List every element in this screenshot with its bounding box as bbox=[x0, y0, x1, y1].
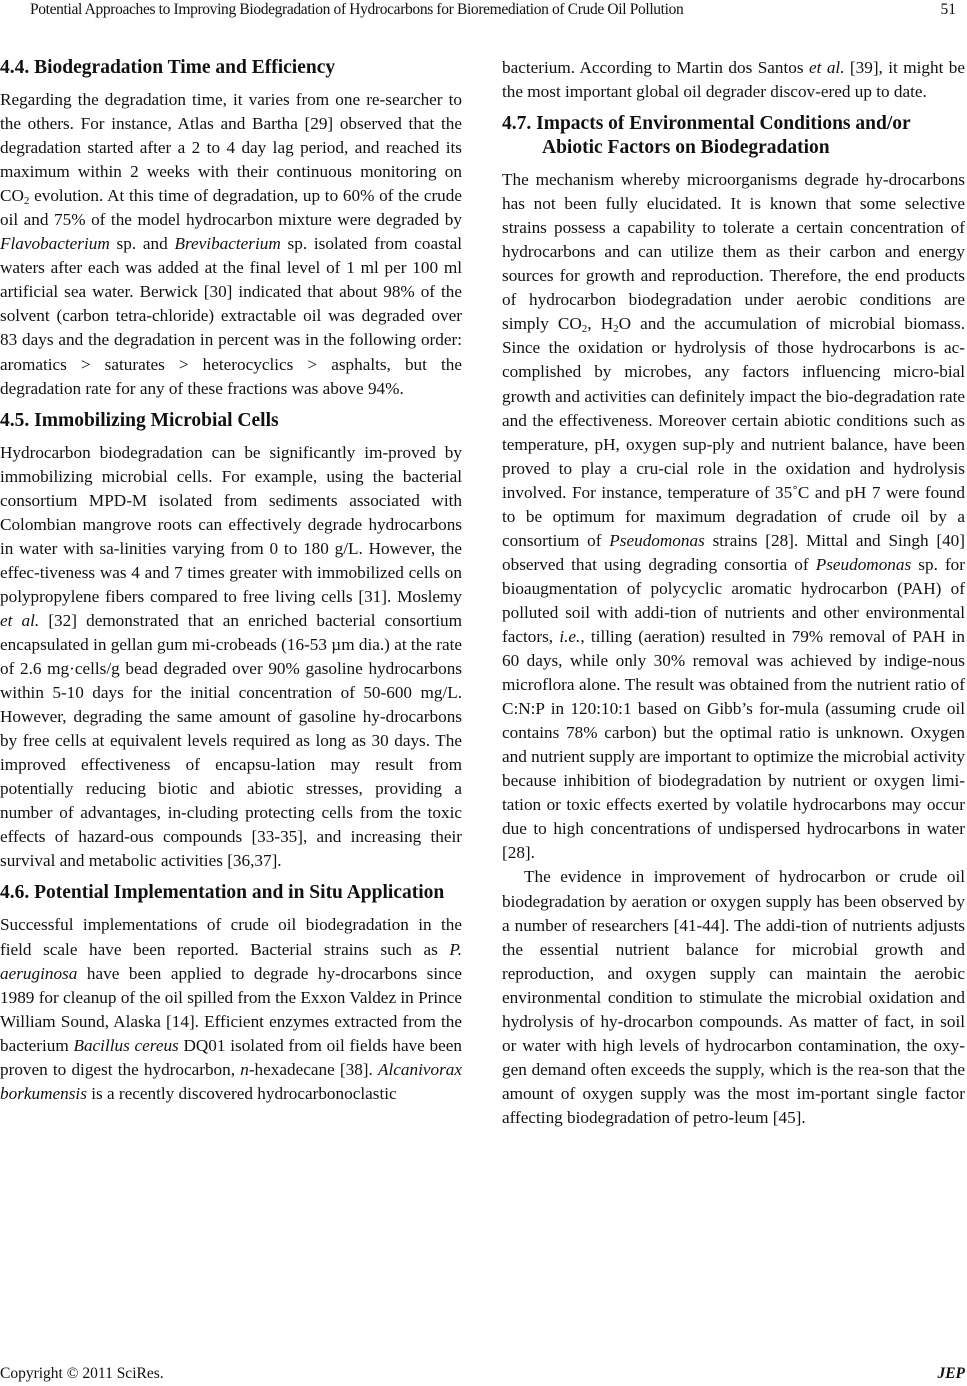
paragraph-biodegradation-time: Regarding the degradation time, it varies from one re-searcher to the others. For instance, Atlas and Bartha [29] observed that the degradation started after a 2 to 4 day lag period, and reached its maximum within 2 weeks with their continuous monitoring on $CO_2$ evolution. At this time of degradation, up to 60% of the crude oil and 75% of the model hydrocarbon mixture were degraded by Flavobacterium sp. and Brevibacterium sp. isolated from coastal waters after each was added at the final level of 1 ml per 100 ml artificial sea water. Berwick [30] indicated that about 98% of the solvent (carbon tetra-chloride) extractable oil was degraded over 83 days and the degradation in percent was in the following order: aromatics > saturates > heterocyclics > asphalts, but the degradation rate for any of these fractions was above 94%. bbox=[0, 90, 462, 398]
section-heading-4-6: 4.6. Potential Implementation and in Situ Application bbox=[0, 882, 445, 904]
right-column bbox=[502, 56, 965, 1130]
paragraph-immobilizing-cells: Hydrocarbon biodegradation can be significantly im-proved by immobilizing microbial cells. For example, using the bacterial consortium MPD-M isolated from sediments associated with Colombian mangrove roots can effectively degrade hydrocarbons in water with sa-linities varying from 0 to 180 g/L. However, the effec-tiveness was 4 and 7 times greater with immobilized cells on polypropylene fibers compared to free living cells [31]. Moslemy et al. [32] demonstrated that an enriched bacterial consortium encapsulated in gellan gum mi-crobeads (16-53 µm dia.) at the rate of 2.6 mg·cells/g bead degraded over 90% gasoline hydrocarbons within 5-10 days for the initial concentration of 50-600 mg/L. However, degrading the same amount of gasoline hy-drocarbons by free cells at equivalent levels required as long as 30 days. The improved effectiveness of encapsu-lation may result from potentially reducing biotic and abiotic stresses, providing a number of advantages, in-cluding protecting cells from the toxic effects of hazard-ous compounds [33-35], and increasing their survival and metabolic activities [36,37]. bbox=[0, 442, 462, 871]
section-heading-4-5: 4.5. Immobilizing Microbial Cells bbox=[0, 409, 279, 431]
section-heading-4-4: 4.4. Biodegradation Time and Efficiency bbox=[0, 57, 336, 78]
section-heading-4-7: 4.7. Impacts of Environmental Conditions and/or Abiotic Factors on Biodegradation bbox=[502, 113, 911, 159]
paragraph-oxygen-supply: The evidence in improvement of hydrocarbon or crude oil biodegradation by aeration or oxygen supply has been observed by a number of researchers [41-44]. The addi-tion of nutrients adjusts the essential nutrient balance for microbial growth and reproduction, and oxygen supply can maintain the aerobic environmental condition to stimulate the microbial oxidation and hydrolysis of hy-drocarbon compounds. As matter of fact, in soil or water with high levels of hydrocarbon contamination, the oxy-gen demand often exceeds the supply, which is the rea-son that the amount of oxygen supply was the most im-portant single factor affecting biodegradation of petro-leum [45]. bbox=[502, 867, 965, 1127]
paragraph-environmental-conditions: The mechanism whereby microorganisms degrade hy-drocarbons has not been fully elucidated. It is known that some selective strains possess a capability to tolerate a certain concentration of hydrocarbons and can utilize them as their carbon and energy sources for growth and reproduction. Therefore, the end products of hydrocarbon biodegradation under aerobic conditions are simply $CO_2$, $H_2O$ and the accumulation of microbial biomass. Since the oxidation or hydrolysis of those hydrocarbons is ac-complished by microbes, any factors influencing micro-bial growth and activities can definitely impact the bio-degradation rate and the effectiveness. Moreover certain abiotic conditions such as temperature, pH, oxygen sup-ply and nutrient balance, have been proved to play a cru-cial role in the oxidation and hydrolysis involved. For instance, temperature of 35˚C and pH 7 were found to be optimum for maximum degradation of crude oil by a consortium of Pseudomonas strains [28]. Mittal and Singh [40] observed that using degrading consortia of Pseudomonas sp. for bioaugmentation of polycyclic aromatic hydrocarbon (PAH) of polluted soil with addi-tion of nutrients and other environmental factors, i.e., tilling (aeration) resulted in 79% removal of PAH in 60 days, while only 30% removal was achieved by indige-nous microflora alone. The result was obtained from the nutrient ratio of C:N:P in 120:10:1 based on Gibb’s for-mula (assuming crude oil contains 78% carbon) but the optimal ratio is unknown. Oxygen and nutrient supply are important to optimize the microbial activity because inhibition of biodegradation by nutrient or oxygen limi-tation or toxic effects exerted by volatile hydrocarbons may occur due to high concentrations of undispersed hydrocarbons in water [28]. bbox=[502, 170, 966, 863]
copyright-notice: Copyright © 2011 SciRes. bbox=[0, 1365, 164, 1382]
running-title: Potential Approaches to Improving Biodegradation of Hydrocarbons for Bioremediation of Crude Oil Pollution bbox=[30, 1, 684, 18]
journal-abbreviation: JEP bbox=[937, 1365, 965, 1382]
page-number: 51 bbox=[940, 1, 956, 18]
paragraph-continuation: bacterium. According to Martin dos Santos et al. [39], it might be the most important global oil degrader discov-ered up to date. bbox=[502, 58, 965, 102]
left-column bbox=[0, 56, 462, 1106]
paragraph-in-situ-application: Successful implementations of crude oil biodegradation in the field scale have been reported. Bacterial strains such as P. aeruginosa have been applied to degrade hy-drocarbons since 1989 for cleanup of the oil spilled from the Exxon Valdez in Prince William Sound, Alaska [14]. Efficient enzymes extracted from the bacterium Bacillus cereus DQ01 isolated from oil fields have been proven to digest the hydrocarbon, n-hexadecane [38]. Alcanivorax borkumensis is a recently discovered hydrocarbonoclastic bbox=[0, 915, 462, 1103]
running-header bbox=[0, 0, 967, 24]
page-footer bbox=[0, 1364, 967, 1386]
